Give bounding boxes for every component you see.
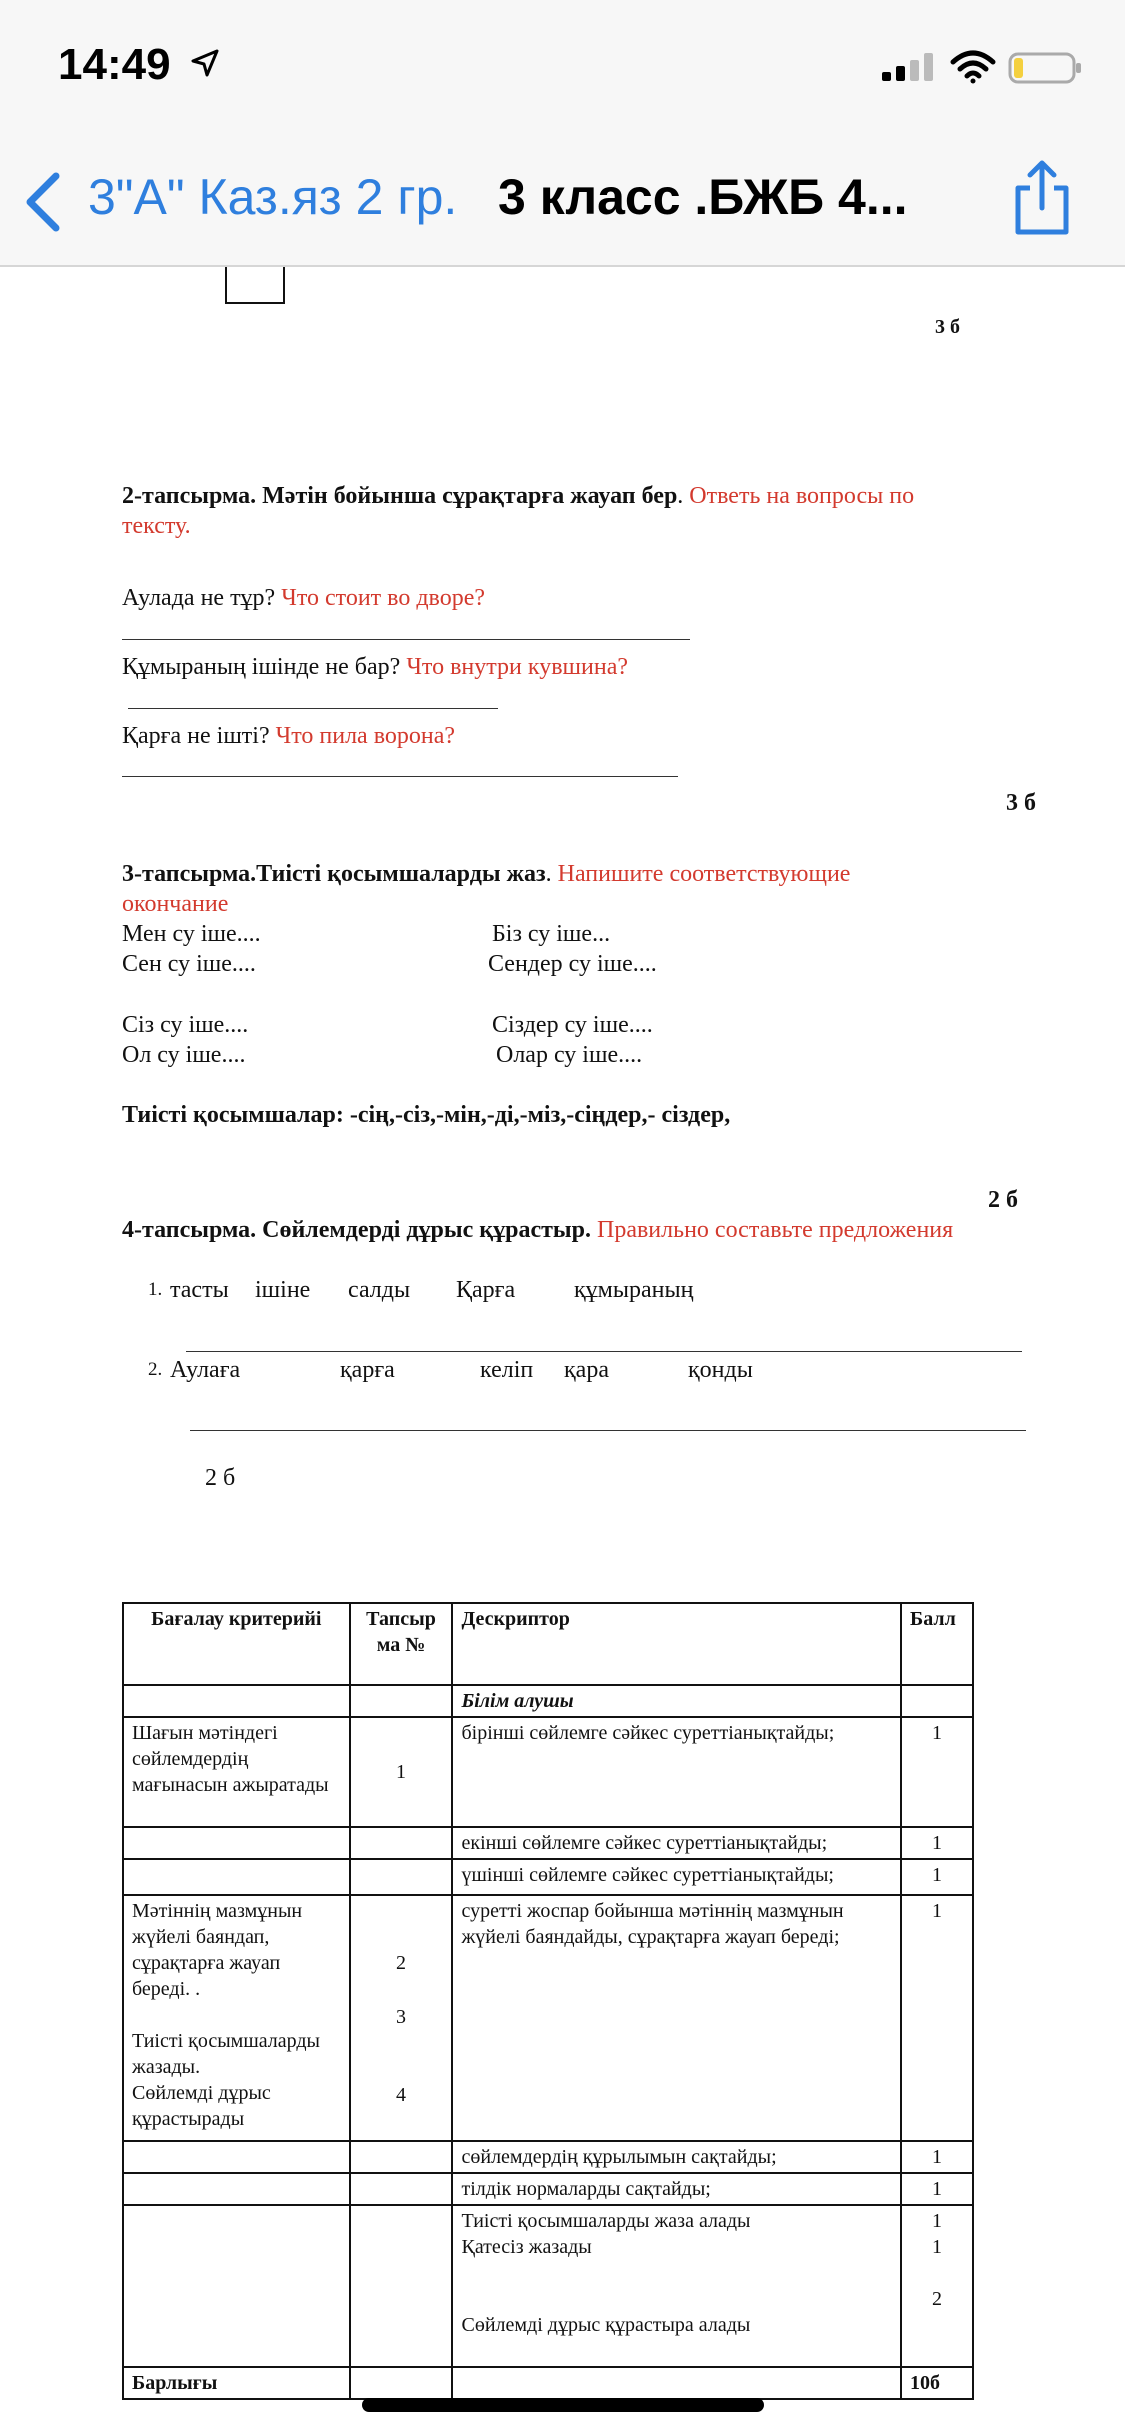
table-row: Шағын мәтіндегі сөйлемдердің мағынасын ажыратады 1 бірінші сөйлемге сәйкес суреттіанықтайды; 1	[123, 1717, 973, 1827]
task4-sentence-2: 2. Аулаға қарға келіп қара қонды	[148, 1357, 753, 1383]
task3-left-2: Сен су іше....	[122, 951, 256, 977]
table-row: Мәтіннің мазмұнын жүйелі баяндап, сұрақтарға жауап береді. . Тиісті қосымшаларды жазады. Сөйлемді дұрыс құрастырады 2 3 4 суретті жоспар бойынша мәтіннің мазмұнын жүйелі баяндайды, сұрақтарға жауап береді; 1	[123, 1895, 973, 2141]
task2-question-3: Қарға не ішті? Что пила ворона?	[122, 723, 456, 749]
table-row: Тиісті қосымшаларды жаза алады Қатесіз жазады Сөйлемді дұрыс құрастыра алады 1 1 2	[123, 2205, 973, 2367]
answer-line-3	[122, 776, 678, 777]
status-bar	[0, 0, 1125, 130]
header-task: Тапсыр ма №	[350, 1603, 453, 1685]
score-top: 3 б	[935, 316, 960, 338]
task3-endings: Тиісті қосымшалар: -сің,-сіз,-мін,-ді,-міз,-сіңдер,- сіздер,	[122, 1102, 731, 1128]
location-arrow-icon	[190, 48, 220, 78]
header-score: Балл	[901, 1603, 973, 1685]
task3-right-2: Сендер су іше....	[488, 951, 657, 977]
task4-title: 4-тапсырма. Сөйлемдерді дұрыс құрастыр. Правильно составьте предложения	[122, 1217, 954, 1243]
task2-title-cont: тексту.	[122, 513, 191, 539]
table-header-row	[123, 1603, 973, 1685]
task3-left-4: Ол су іше....	[122, 1042, 246, 1068]
table-subheader-row	[123, 1685, 973, 1717]
task3-left-1: Мен су іше....	[122, 921, 261, 947]
task4-score-top: 2 б	[988, 1187, 1018, 1213]
document-title: 3 класс .БЖБ 4...	[498, 169, 908, 225]
task3-title-cont: окончание	[122, 891, 229, 917]
document-page	[0, 267, 1125, 2436]
task3-right-1: Біз су іше...	[492, 921, 611, 947]
header-criteria: Бағалау критерийі	[123, 1603, 350, 1685]
answer-line-2	[128, 708, 498, 709]
criteria-table	[122, 1602, 974, 2400]
cellular-signal-icon	[880, 52, 938, 82]
answer-line-4	[186, 1351, 1022, 1352]
sub-header: Білім алушы	[452, 1685, 901, 1717]
total-label: Барлығы	[123, 2367, 350, 2399]
wifi-icon	[950, 50, 996, 84]
table-row: тілдік нормаларды сақтайды; 1	[123, 2173, 973, 2205]
answer-line-1	[122, 639, 690, 640]
total-value: 10б	[901, 2367, 973, 2399]
back-button[interactable]: 3"А" Каз.яз 2 гр.	[88, 169, 458, 225]
task4-sentence-1: 1. тасты ішіне салды Қарға құмыраның	[148, 1277, 694, 1303]
share-icon[interactable]	[1010, 158, 1074, 238]
task2-score: 3 б	[1006, 790, 1036, 816]
table-row: екінші сөйлемге сәйкес суреттіанықтайды; 1	[123, 1827, 973, 1859]
chevron-left-icon[interactable]	[22, 170, 66, 234]
task3-title: 3-тапсырма.Тиісті қосымшаларды жаз. Напишите соответствующие	[122, 861, 851, 887]
table-total-row	[123, 2367, 973, 2399]
home-indicator[interactable]	[362, 2398, 764, 2412]
task2-title: 2-тапсырма. Мәтін бойынша сұрақтарға жауап бер. Ответь на вопросы по	[122, 483, 915, 509]
task2-question-2: Құмыраның ішінде не бар? Что внутри кувшина?	[122, 654, 629, 680]
answer-box	[225, 267, 285, 304]
table-row: үшінші сөйлемге сәйкес суреттіанықтайды; 1	[123, 1859, 973, 1895]
answer-line-5	[190, 1430, 1026, 1431]
task3-right-4: Олар су іше....	[496, 1042, 643, 1068]
task3-right-3: Сіздер су іше....	[492, 1012, 653, 1038]
navigation-bar	[0, 130, 1125, 267]
task2-question-1: Аулада не тұр? Что стоит во дворе?	[122, 585, 485, 611]
status-time: 14:49	[58, 40, 171, 89]
header-descriptor: Дескриптор	[452, 1603, 901, 1685]
battery-icon	[1008, 52, 1084, 84]
task4-score-bottom: 2 б	[205, 1465, 236, 1491]
task3-left-3: Сіз су іше....	[122, 1012, 249, 1038]
table-row: сөйлемдердің құрылымын сақтайды; 1	[123, 2141, 973, 2173]
